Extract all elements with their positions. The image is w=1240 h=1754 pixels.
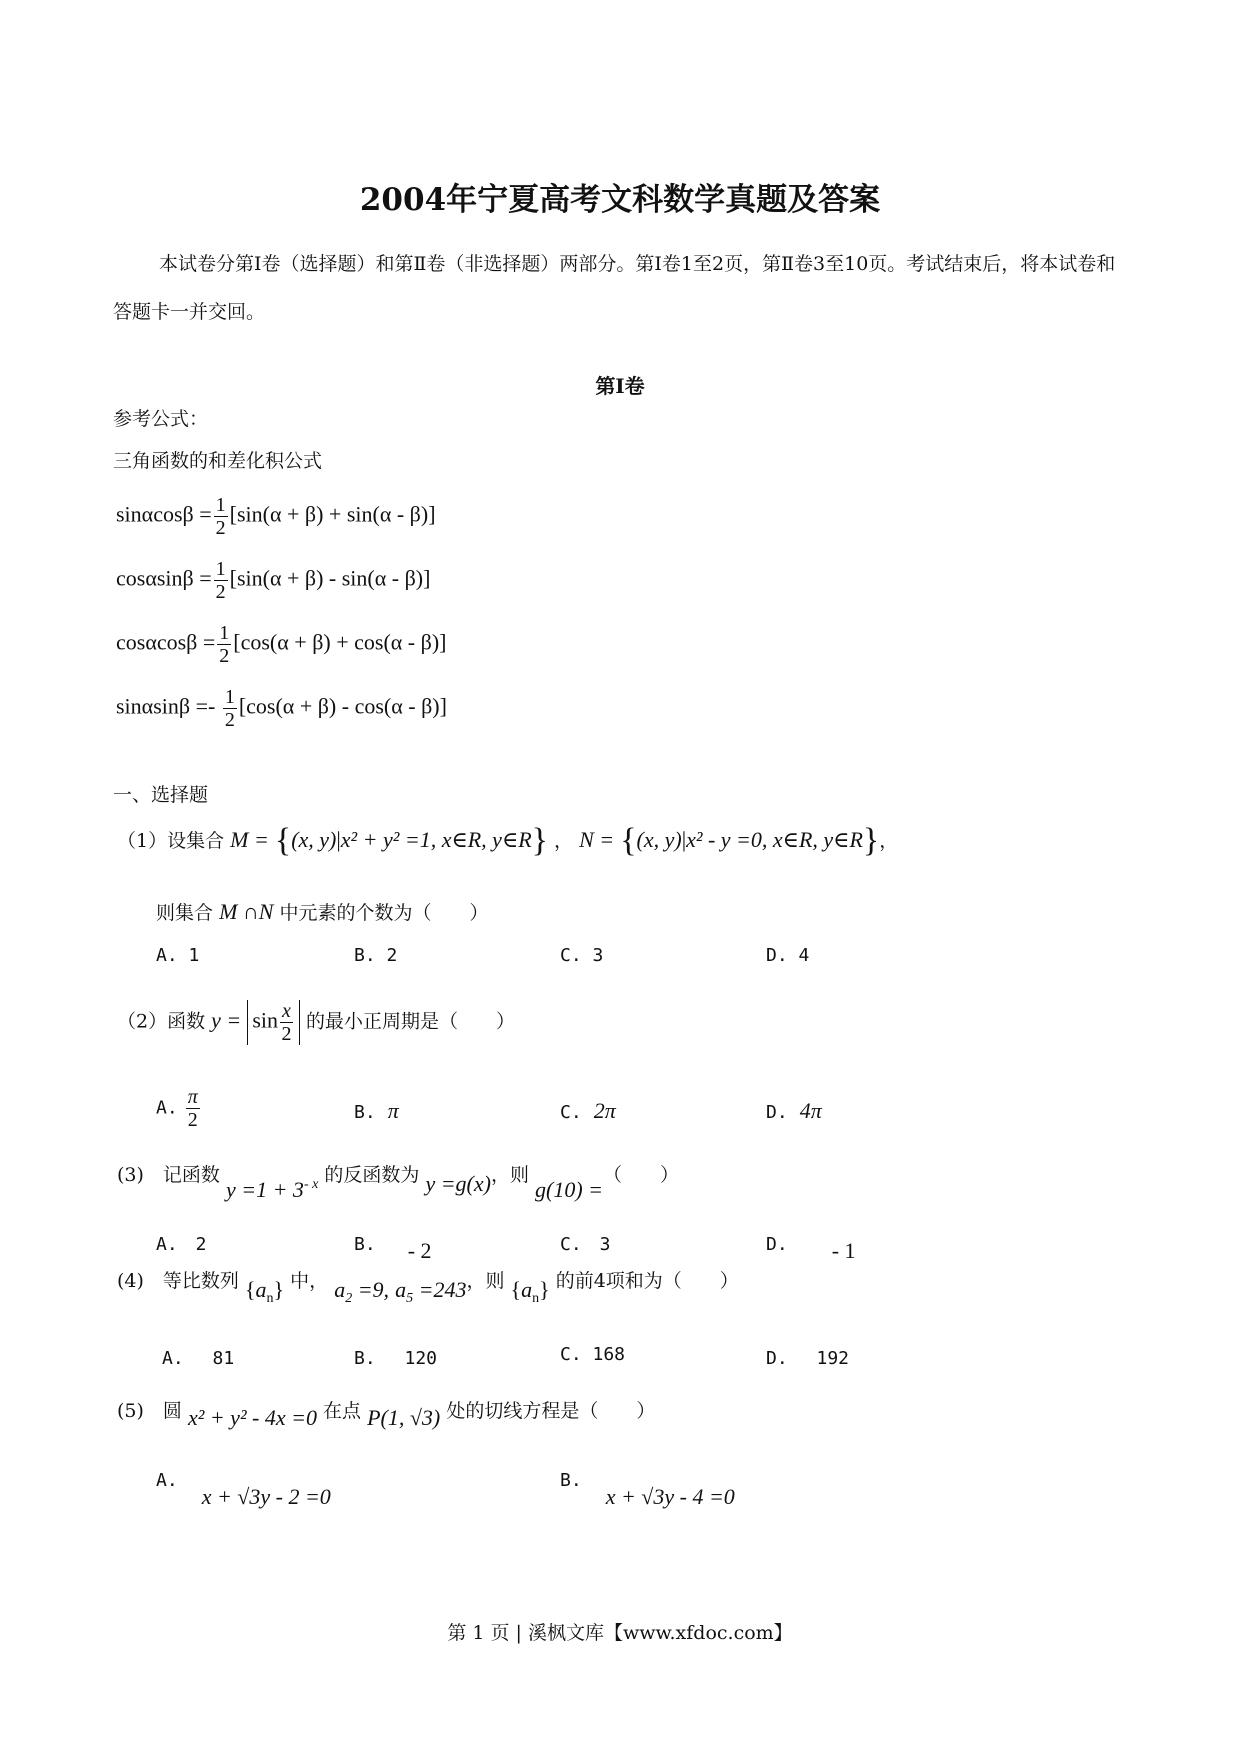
question-3	[117, 1160, 680, 1202]
circle-equation: x² + y² - 4x =0	[187, 1405, 317, 1430]
q1-option-d: D. 4	[766, 945, 810, 966]
q4-text: 中，	[290, 1270, 329, 1292]
fraction-den: 2	[187, 1109, 198, 1131]
question-4	[117, 1266, 739, 1306]
set-m-element: (x, y)	[291, 827, 337, 852]
fraction-den: 2	[219, 645, 230, 667]
fraction	[280, 1000, 293, 1045]
q1-option-a: A. 1	[156, 945, 200, 966]
q4-text-2: ，则	[466, 1270, 505, 1292]
option-label: D.	[766, 1102, 788, 1123]
option-label: D.	[766, 1234, 788, 1255]
option-label: A.	[156, 1470, 178, 1491]
formula-lhs: cosαcosβ =	[116, 629, 216, 655]
option-label: B.	[354, 1102, 376, 1123]
subscript: 5	[406, 1291, 414, 1306]
function-base: y =1 + 3	[225, 1177, 304, 1202]
question-1-line-2	[156, 898, 489, 925]
q4-tail: 的前4项和为（ ）	[555, 1270, 739, 1292]
brace-right: }	[862, 822, 880, 859]
bar: |	[681, 827, 687, 852]
function-f	[226, 1177, 318, 1202]
formula-lhs: cosαsinβ =	[116, 565, 212, 591]
q1-text: 则集合	[156, 902, 214, 924]
q3-option-d	[766, 1230, 856, 1263]
q5-tail: 处的切线方程是（ ）	[446, 1400, 656, 1422]
q3-tail: （ ）	[603, 1164, 680, 1186]
exponent: - x	[303, 1177, 319, 1192]
formula-sign: -	[207, 693, 221, 719]
formula-row	[116, 686, 447, 731]
q2-option-c	[560, 1098, 616, 1124]
question-number: (3) 记函数	[117, 1164, 220, 1186]
page-title: 2004年宁夏高考文科数学真题及答案	[359, 182, 881, 218]
formula-rhs: [sin(α + β) + sin(α - β)]	[229, 501, 436, 527]
q1-option-b: B. 2	[354, 945, 398, 966]
a2-expression	[334, 1277, 390, 1306]
option-value: - 2	[407, 1238, 432, 1263]
inverse-function: y =g(x)	[425, 1171, 491, 1196]
fraction	[217, 622, 231, 667]
end-mark: ，	[879, 830, 899, 852]
fraction	[223, 686, 237, 731]
formula-rhs: [cos(α + β) + cos(α - β)]	[233, 629, 447, 655]
formula-lhs: sinαcosβ =	[116, 501, 212, 527]
formula-rhs: [cos(α + β) - cos(α - β)]	[238, 693, 447, 719]
fraction-den: 2	[215, 517, 226, 539]
intersection-expression: M ∩N	[219, 899, 274, 924]
option-label: B.	[354, 1234, 376, 1255]
value: =9,	[352, 1277, 390, 1302]
subscript: 2	[345, 1291, 353, 1306]
q2-option-b	[354, 1098, 399, 1124]
q3-option-a: A. 2	[156, 1234, 207, 1255]
set-n-label: N =	[579, 827, 615, 852]
sin-text: sin	[252, 1007, 278, 1033]
set-m-label: M =	[230, 827, 269, 852]
question-1	[117, 822, 898, 860]
q2-text-tail: 的最小正周期是（ ）	[305, 1010, 515, 1033]
option-value: x + √3y - 4 =0	[605, 1484, 735, 1509]
formula-row	[116, 494, 436, 539]
g-ten: g(10) =	[535, 1177, 604, 1202]
fraction	[214, 494, 228, 539]
set-m-condition: x² + y² =1, x∈R, y∈R	[340, 827, 532, 852]
question-number: （2）函数	[117, 1010, 206, 1033]
q3-text-2: ，则	[490, 1164, 529, 1186]
option-label: C.	[560, 1102, 582, 1123]
section-heading: 第Ⅰ卷	[595, 374, 645, 398]
sequence: $\{a_n\}$	[510, 1277, 550, 1306]
q5-text: 在点	[323, 1400, 362, 1422]
question-5	[117, 1396, 656, 1430]
fraction-num: x	[282, 1000, 291, 1022]
formula-rhs: [sin(α + β) - sin(α - β)]	[229, 565, 431, 591]
reference-label: 参考公式：	[113, 408, 209, 430]
sequence: $\{a_n\}$	[244, 1277, 285, 1306]
option-label: A.	[156, 1097, 178, 1119]
formula-heading: 三角函数的和差化积公式	[113, 450, 323, 472]
intro-paragraph: 本试卷分第Ⅰ卷（选择题）和第Ⅱ卷（非选择题）两部分。第Ⅰ卷1至2页，第Ⅱ卷3至10页。考试结束后，将本试卷和答题卡一并交回。	[113, 253, 1116, 323]
fraction-num: 1	[215, 494, 226, 516]
q1-option-c: C. 3	[560, 945, 604, 966]
set-n-condition: x² - y =0, x∈R, y∈R	[686, 827, 863, 852]
fraction-num: 1	[215, 558, 226, 580]
q2-option-d	[766, 1098, 822, 1124]
term: a	[334, 1277, 346, 1302]
question-number: （1）设集合	[117, 830, 225, 852]
fraction-den: 2	[215, 581, 226, 603]
formula-row	[116, 622, 446, 667]
point-p: P(1, √3)	[367, 1405, 441, 1430]
page-footer: 第 1 页 | 溪枫文库【www.xfdoc.com】	[447, 1622, 793, 1644]
option-value: x + √3y - 2 =0	[201, 1484, 331, 1509]
option-value: π	[387, 1098, 399, 1123]
option-value: 4π	[799, 1098, 822, 1123]
fraction-den: 2	[224, 709, 235, 731]
subscript: n	[266, 1291, 274, 1306]
q4-option-c: C. 168	[560, 1344, 626, 1365]
formula-row	[116, 558, 430, 603]
fraction	[214, 558, 228, 603]
q4-option-b: B. 120	[354, 1348, 438, 1369]
option-label: B.	[560, 1470, 582, 1491]
formula-lhs: sinαsinβ =	[116, 693, 208, 719]
fraction	[186, 1086, 200, 1131]
q3-option-b	[354, 1230, 432, 1263]
brace-left: {	[620, 822, 637, 859]
sequence-term: a	[521, 1277, 533, 1302]
brace-right: }	[531, 822, 548, 859]
a5-expression	[395, 1277, 467, 1306]
q3-text: 的反函数为	[324, 1164, 420, 1186]
question-2	[117, 1000, 515, 1045]
fraction-den: 2	[281, 1023, 292, 1045]
fraction-num: 1	[224, 686, 235, 708]
q3-option-c: C. 3	[560, 1234, 611, 1255]
option-value: 2π	[593, 1098, 616, 1123]
value: =243	[413, 1277, 467, 1302]
fraction-num: 1	[219, 622, 230, 644]
fraction-num: π	[187, 1086, 198, 1108]
part-heading: 一、选择题	[113, 784, 209, 806]
q5-option-a	[156, 1466, 331, 1509]
option-value: - 1	[831, 1238, 856, 1263]
function-y: y =	[211, 1007, 242, 1033]
question-number: (4) 等比数列	[117, 1270, 239, 1292]
q5-option-b	[560, 1466, 735, 1509]
q2-option-a	[156, 1086, 202, 1131]
q4-option-d: D. 192	[766, 1348, 850, 1369]
bar: |	[336, 827, 341, 852]
subscript: n	[532, 1291, 540, 1306]
q4-option-a: A. 81	[162, 1348, 235, 1369]
absolute-value	[247, 1000, 300, 1045]
question-number: (5) 圆	[117, 1400, 182, 1422]
sequence-term: a	[255, 1277, 267, 1302]
set-n-element: (x, y)	[636, 827, 682, 852]
brace-left: {	[274, 822, 292, 859]
term: a	[395, 1277, 407, 1302]
q1-text-tail: 中元素的个数为（ ）	[279, 902, 489, 924]
separator: ，	[554, 830, 574, 852]
